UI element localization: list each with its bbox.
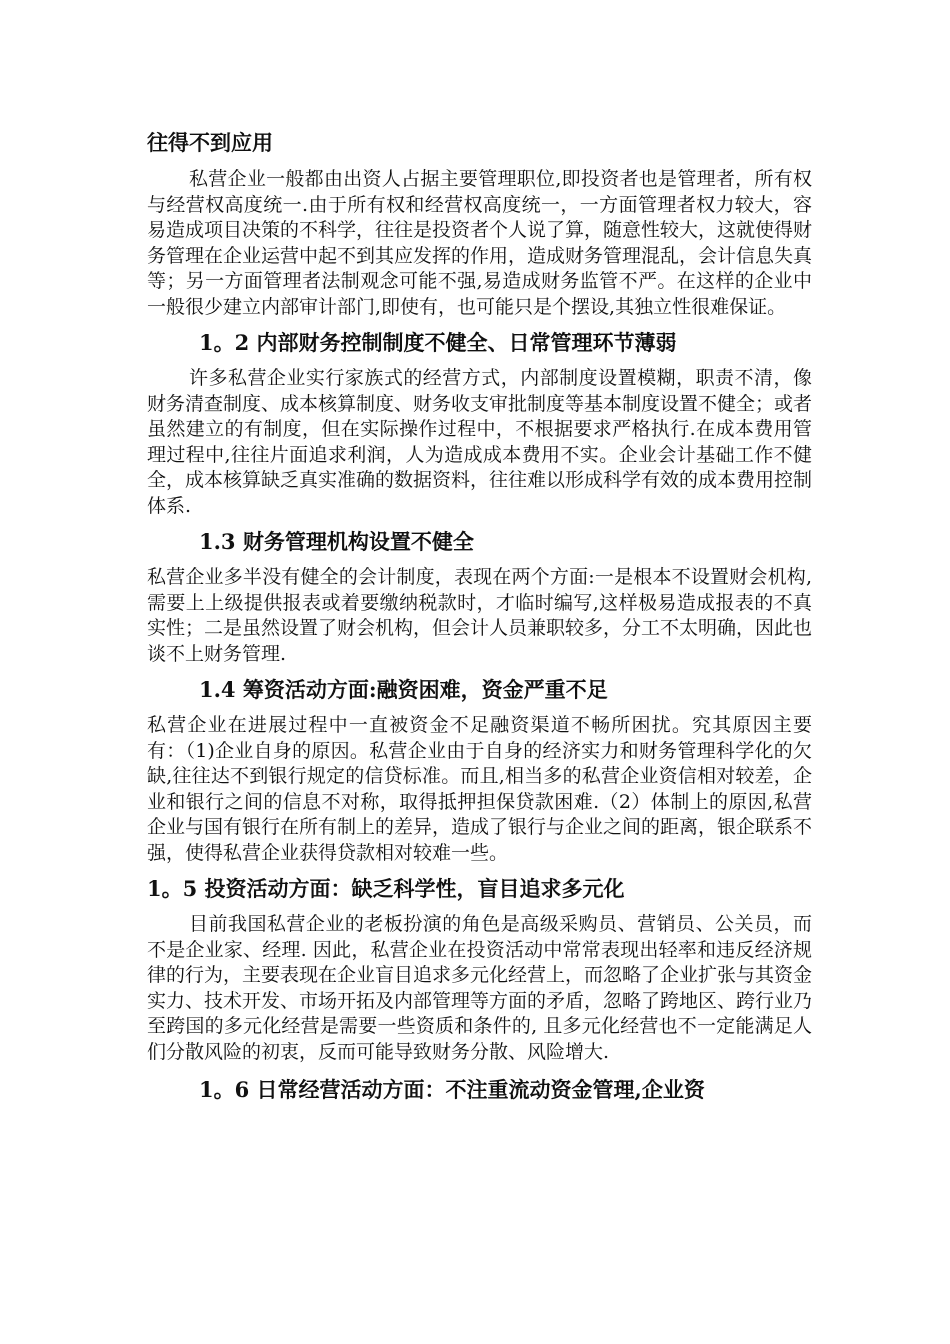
paragraph-investment: 目前我国私营企业的老板扮演的角色是高级采购员、营销员、公关员，而不是企业家、经理. 因此，私营企业在投资活动中常常表现出轻率和违反经济规律的行为，主要表现在企业盲目追求多元化经营上，而忽略了企业扩张与其资金实力、技术开发、市场开拓及内部管理等方面的矛盾，忽略了跨地区、跨行业乃至跨国的多元化经营是需要一些资质和条件的, 且多元化经营也不一定能满足人们分散风险的初衷，反而可能导致财务分散、风险增大. [147,913,813,1063]
document-body [147,128,812,1105]
section-heading-1-6: 1。6 日常经营活动方面：不注重流动资金管理,企业资 [199,1077,705,1102]
section-heading-continued: 往得不到应用 [147,130,273,155]
paragraph-financing: 私营企业在进展过程中一直被资金不足融资渠道不畅所困扰。究其原因主要有：（1)企业自身的原因。私营企业由于自身的经济实力和财务管理科学化的欠缺,往往达不到银行规定的信贷标准。而且,相当多的私营企业资信相对较差，企业和银行之间的信息不对称，取得抵押担保贷款困难.（2）体制上的原因,私营企业与国有银行在所有制上的差异，造成了银行与企业之间的距离，银企联系不强，使得私营企业获得贷款相对较难一些。 [147,714,813,864]
section-heading-1-3: 1.3 财务管理机构设置不健全 [199,529,474,554]
paragraph-ownership: 私营企业一般都由出资人占据主要管理职位,即投资者也是管理者，所有权与经营权高度统一.由于所有权和经营权高度统一，一方面管理者权力较大，容易造成项目决策的不科学，往往是投资者个人说了算，随意性较大，这就使得财务管理在企业运营中起不到其应发挥的作用，造成财务管理混乱，会计信息失真等；另一方面管理者法制观念可能不强,易造成财务监管不严。在这样的企业中一般很少建立内部审计部门,即使有，也可能只是个摆设,其独立性很难保证。 [147,168,813,318]
section-heading-1-5: 1。5 投资活动方面：缺乏科学性，盲目追求多元化 [147,876,625,901]
section-heading-1-2: 1。2 内部财务控制制度不健全、日常管理环节薄弱 [199,330,677,355]
paragraph-accounting-system: 私营企业多半没有健全的会计制度，表现在两个方面:一是根本不设置财会机构,需要上上级提供报表或着要缴纳税款时，才临时编写,这样极易造成报表的不真实性；二是虽然设置了财会机构，但会计人员兼职较多，分工不太明确，因此也谈不上财务管理. [147,566,813,665]
section-heading-1-4: 1.4 筹资活动方面:融资困难，资金严重不足 [199,677,608,702]
paragraph-internal-control: 许多私营企业实行家族式的经营方式，内部制度设置模糊，职责不清，像财务清查制度、成本核算制度、财务收支审批制度等基本制度设置不健全；或者虽然建立的有制度，但在实际操作过程中，不根据要求严格执行.在成本费用管理过程中,往往片面追求利润，人为造成成本费用不实。企业会计基础工作不健全，成本核算缺乏真实准确的数据资料，往往难以形成科学有效的成本费用控制体系. [147,367,813,517]
